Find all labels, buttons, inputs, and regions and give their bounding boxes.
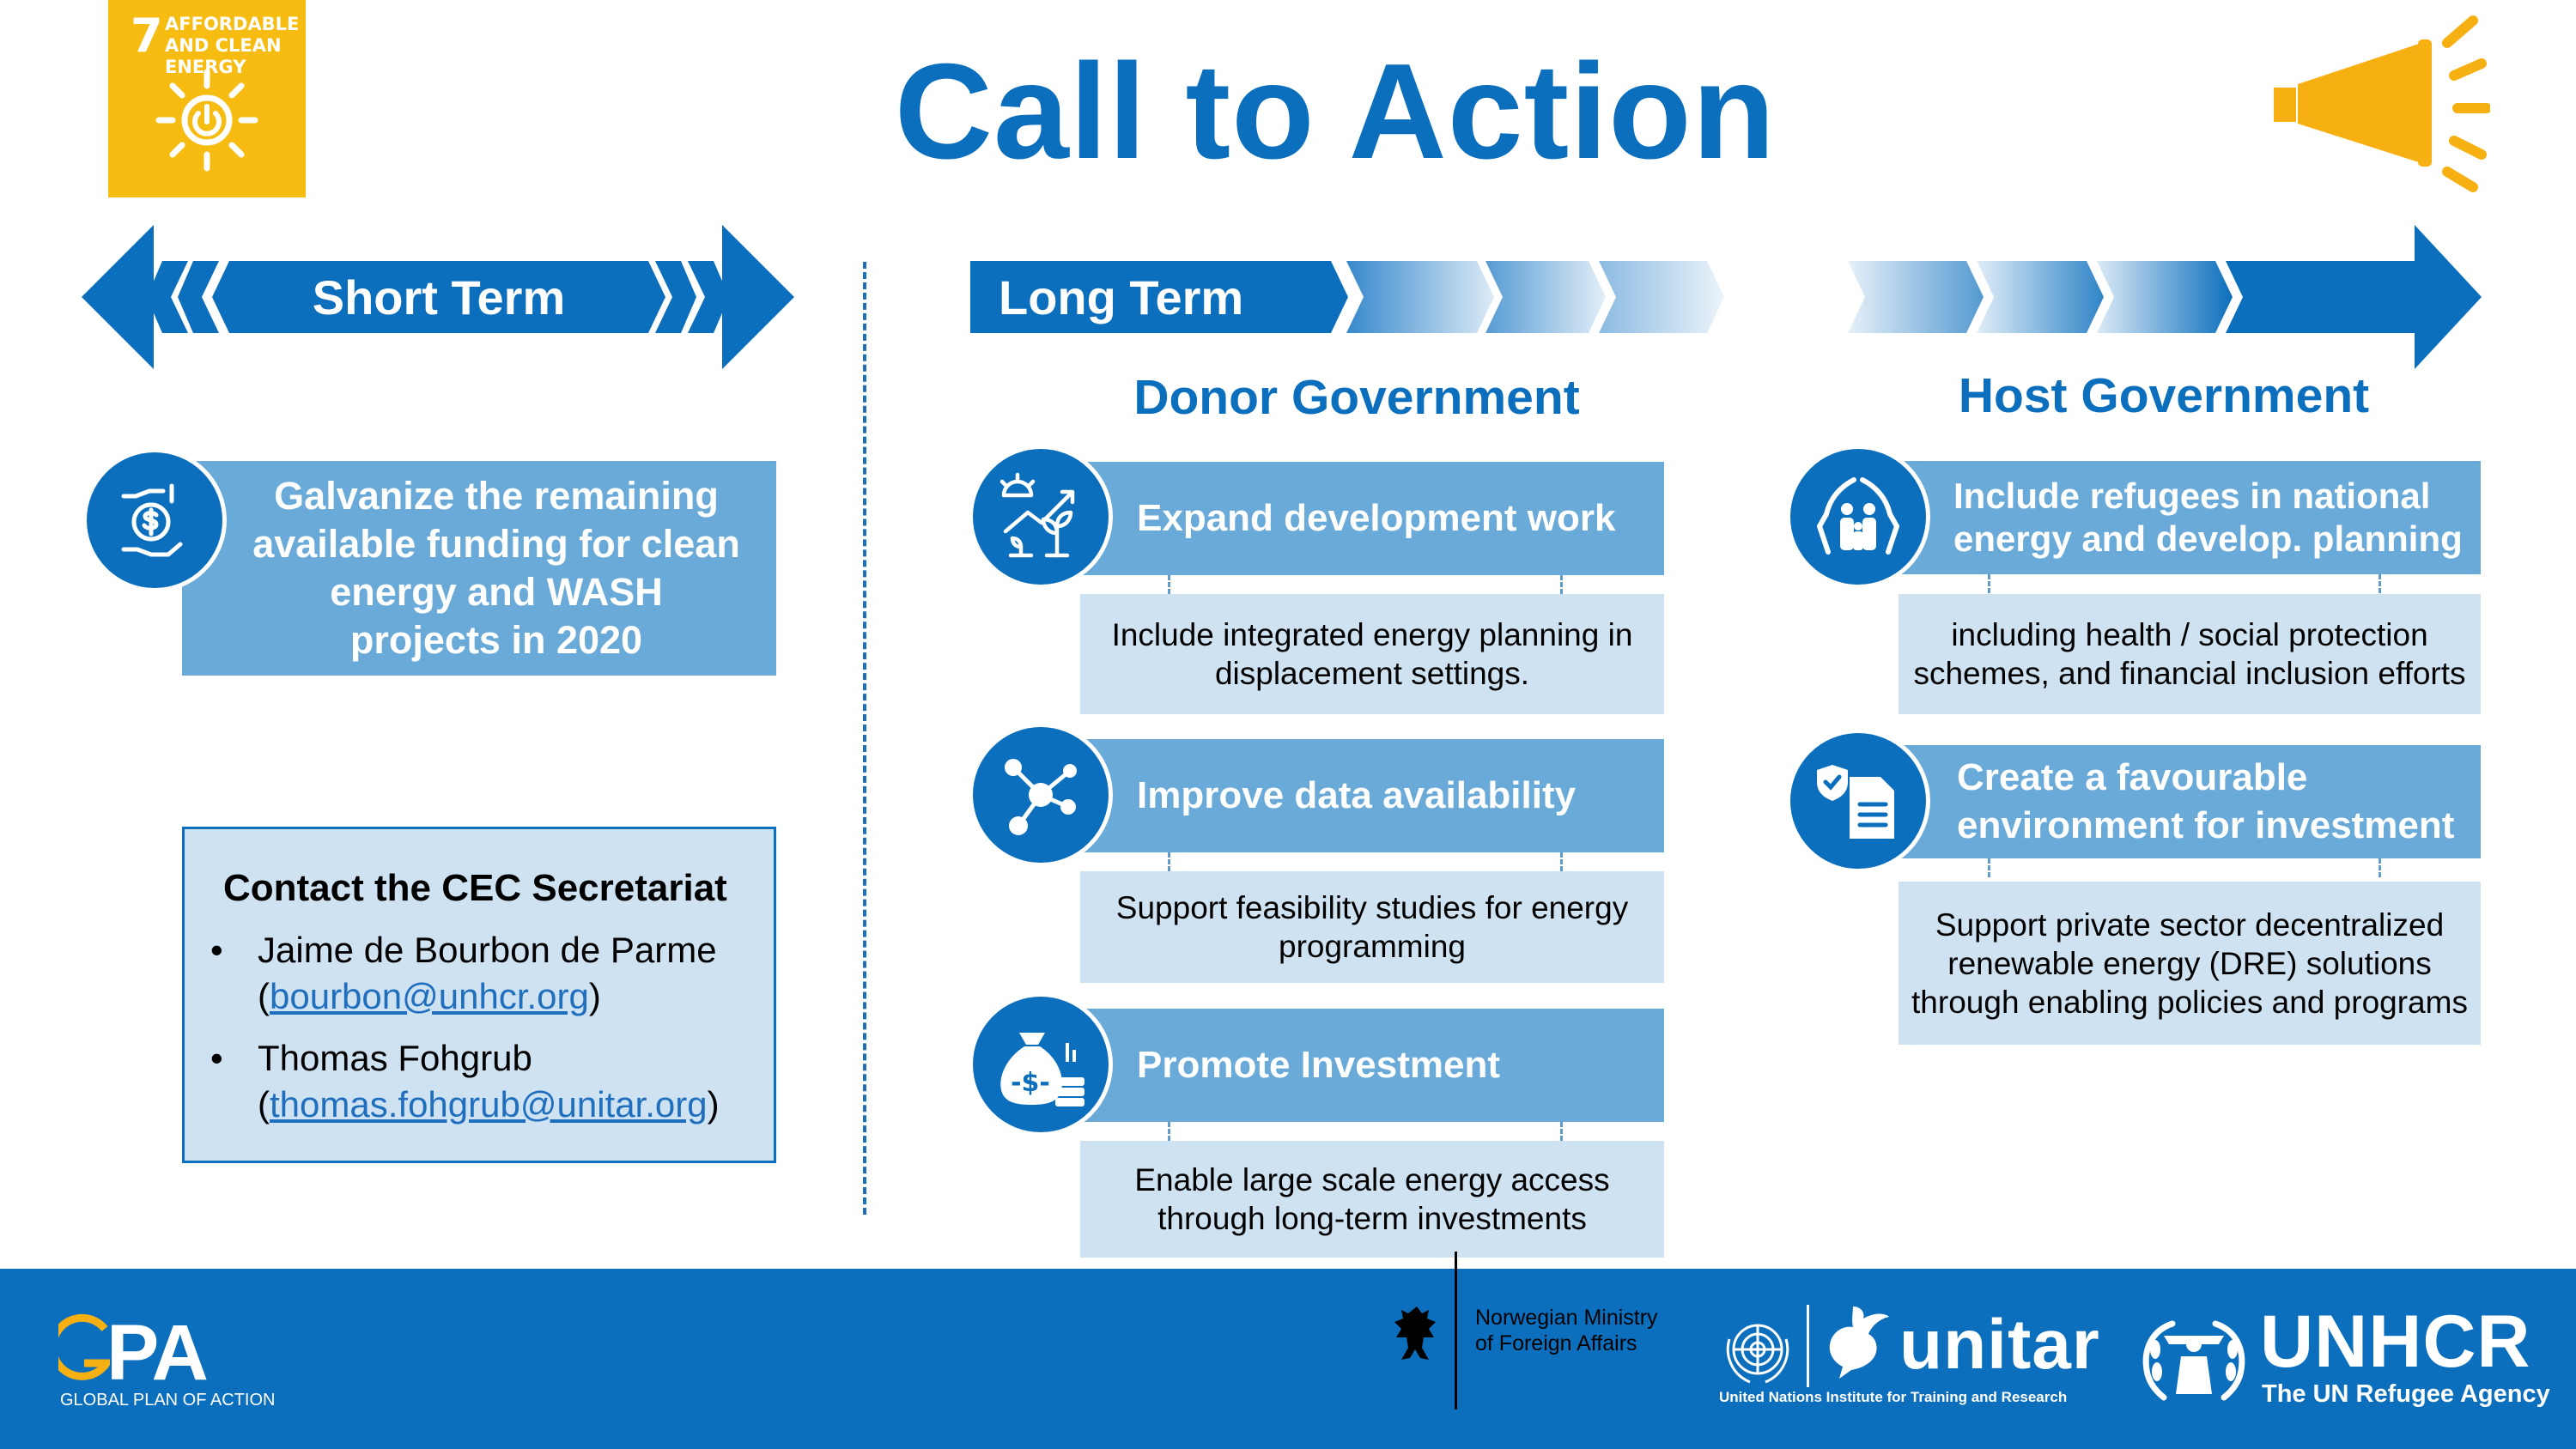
connector (1560, 1122, 1563, 1141)
host-heading: Host Government (1958, 368, 2370, 423)
donor-detail-1-text: Include integrated energy planning in displacement settings. (1111, 617, 1633, 691)
donor-detail-1 (1080, 594, 1664, 714)
connector (1988, 858, 1990, 877)
investment-icon-circle (969, 992, 1113, 1137)
donor-action-3 (1056, 1009, 1664, 1122)
donor-action-1-text: Expand development work (1137, 497, 1616, 539)
megaphone-icon (2267, 9, 2490, 193)
short-term-action (182, 461, 776, 676)
hands-dollar-icon (112, 477, 197, 563)
connector (1560, 852, 1563, 871)
connector (2379, 574, 2381, 593)
connector (2379, 858, 2381, 877)
shield-document-icon (1815, 758, 1901, 844)
sheltering-hands-family-icon (1811, 470, 1905, 564)
growth-plant-icon (993, 470, 1088, 564)
contact-name-2: Thomas Fohgrub (258, 1038, 532, 1078)
connector (1988, 574, 1990, 593)
donor-detail-2-text: Support feasibility studies for energy programming (1115, 890, 1629, 964)
donor-action-1 (1056, 462, 1664, 575)
footer-bar (0, 1269, 2576, 1449)
contact-box (182, 827, 776, 1163)
contact-email-2[interactable]: thomas.fohgrub@unitar.org (270, 1084, 708, 1125)
connector (1560, 575, 1563, 594)
connector (1168, 1122, 1170, 1141)
refugees-icon-circle (1786, 445, 1930, 589)
gpa-logo-text: PA (106, 1309, 207, 1397)
host-action-2 (1874, 745, 2481, 858)
norway-ministry-text (1475, 1305, 1658, 1356)
funding-icon-circle (82, 448, 227, 592)
unitar-figure-icon (1819, 1300, 1893, 1385)
bullet: • (210, 1038, 223, 1078)
donor-detail-3-text: Enable large scale energy access through long-term investments (1134, 1162, 1610, 1236)
host-detail-1-text: including health / social protection schemes, and financial inclusion efforts (1913, 617, 2466, 691)
host-detail-2 (1899, 882, 2481, 1045)
unhcr-name: UNHCR (2260, 1300, 2531, 1383)
contact-person-1 (258, 927, 756, 1020)
gpa-subtitle: GLOBAL PLAN OF ACTION (60, 1391, 276, 1410)
network-nodes-icon (998, 752, 1084, 838)
bullet: • (210, 930, 223, 970)
svg-text:-$-: -$- (1011, 1068, 1050, 1098)
contact-email-1[interactable]: bourbon@unhcr.org (270, 976, 589, 1016)
norway-line-1: Norwegian Ministry (1475, 1306, 1658, 1330)
money-bag-icon (993, 1017, 1088, 1112)
unitar-subtitle: United Nations Institute for Training and Research (1719, 1389, 2068, 1405)
donor-detail-2 (1080, 871, 1664, 983)
short-term-action-text: Galvanize the remaining available funding for clean energy and WASH projects in 2020 (252, 474, 740, 662)
donor-heading: Donor Government (1133, 370, 1580, 425)
norway-divider (1455, 1252, 1457, 1410)
unhcr-subtitle: The UN Refugee Agency (2262, 1380, 2550, 1408)
host-action-1 (1874, 461, 2481, 574)
contact-title: Contact the CEC Secretariat (223, 867, 727, 909)
contact-person-2 (258, 1035, 756, 1128)
environment-icon-circle (1786, 729, 1930, 873)
development-icon-circle (969, 445, 1113, 589)
norway-lion-icon (1393, 1303, 1441, 1363)
donor-detail-3 (1080, 1141, 1664, 1258)
unhcr-emblem-icon (2138, 1315, 2250, 1410)
unitar-divider (1807, 1305, 1809, 1387)
connector (1168, 852, 1170, 871)
un-emblem-icon (1719, 1313, 1796, 1391)
column-divider (863, 262, 866, 1215)
data-icon-circle (969, 723, 1113, 867)
gpa-g-mark (58, 1313, 110, 1384)
donor-action-2-text: Improve data availability (1137, 774, 1577, 816)
contact-email-line-1: (bourbon@unhcr.org) (258, 976, 601, 1016)
page-title: Call to Action (894, 36, 1777, 187)
host-detail-2-text: Support private sector decentralized renewable energy (DRE) solutions through enabling policies and programs (1911, 906, 2468, 1020)
unitar-name: unitar (1899, 1306, 2100, 1384)
sdg-label: AFFORDABLE AND CLEAN ENERGY (165, 14, 300, 77)
connector (1168, 575, 1170, 594)
sdg-number: 7 (131, 9, 163, 63)
host-action-2-text: Create a favourable environment for investment (1957, 756, 2455, 846)
short-term-label: Short Term (312, 270, 566, 324)
norway-line-2: of Foreign Affairs (1475, 1331, 1637, 1355)
host-detail-1 (1899, 594, 2481, 714)
host-action-1-text: Include refugees in national energy and develop. planning (1953, 476, 2463, 559)
contact-email-line-2: (thomas.fohgrub@unitar.org) (258, 1084, 720, 1125)
donor-action-2 (1056, 739, 1664, 852)
long-term-label: Long Term (999, 270, 1244, 324)
contact-name-1: Jaime de Bourbon de Parme (258, 930, 717, 970)
donor-action-3-text: Promote Investment (1137, 1044, 1500, 1086)
